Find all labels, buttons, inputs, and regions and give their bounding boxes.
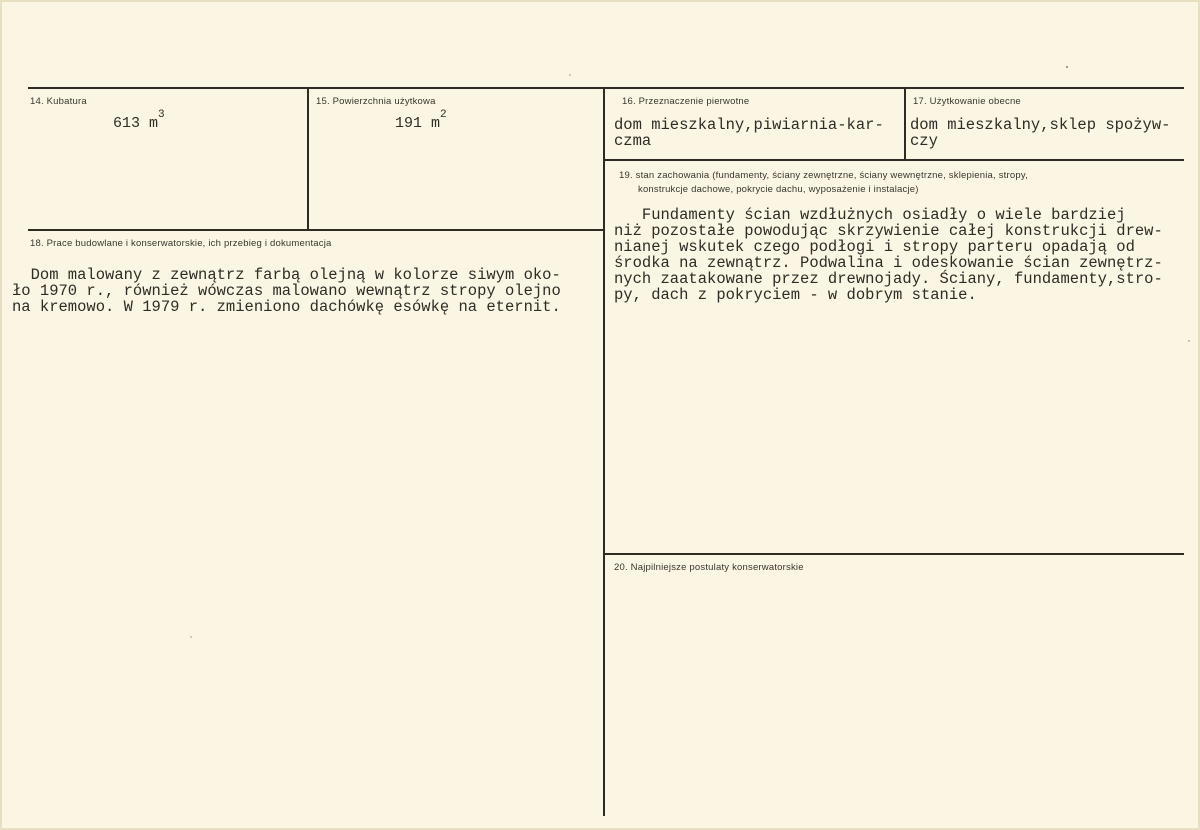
divider-16-17 — [904, 88, 906, 160]
center-divider — [603, 88, 605, 816]
field-18-label: 18. Prace budowlane i konserwatorskie, ich przebieg i dokumentacja — [30, 238, 332, 249]
field-19-line-6: py, dach z pokryciem - w dobrym stanie. — [614, 286, 977, 304]
field-17-line-2: czy — [910, 132, 938, 150]
field-19-line-3: nianej wskutek czego podłogi i stropy parteru opadają od — [614, 238, 1135, 256]
paper-speck — [569, 74, 571, 76]
rule-above-20 — [605, 553, 1184, 555]
field-16-line-1: dom mieszkalny,piwiarnia-kar- — [614, 116, 884, 134]
area-value: 191 m — [395, 115, 441, 132]
field-19-line-2: niż pozostałe powodując skrzywienie całej konstrukcji drew- — [614, 222, 1163, 240]
field-19-line-1: Fundamenty ścian wzdłużnych osiadły o wiele bardziej — [614, 206, 1126, 224]
field-14-value — [113, 109, 165, 132]
field-19-label-1: 19. stan zachowania (fundamenty, ściany zewnętrzne, ściany wewnętrzne, sklepienia, stropy, — [619, 170, 1028, 181]
divider-14-15 — [307, 88, 309, 231]
paper-speck — [1188, 340, 1190, 342]
field-16-label: 16. Przeznaczenie pierwotne — [622, 96, 750, 107]
top-rule — [28, 87, 1184, 89]
rule-under-16-17 — [605, 159, 1184, 161]
field-16-line-2: czma — [614, 132, 652, 150]
field-18-line-2: ło 1970 r., również wówczas malowano wewnątrz stropy olejno — [12, 282, 561, 300]
kubatura-exponent: 3 — [158, 109, 165, 121]
field-19-line-5: nych zaatakowane przez drewnojady. Ściany, fundamenty,stro- — [614, 270, 1163, 288]
field-17-label: 17. Użytkowanie obecne — [913, 96, 1021, 107]
kubatura-value: 613 m — [113, 115, 159, 132]
paper-speck — [1066, 66, 1068, 68]
field-19-line-4: środka na zewnątrz. Podwalina i odeskowanie ścian zewnętrz- — [614, 254, 1163, 272]
field-14-label: 14. Kubatura — [30, 96, 87, 107]
field-17-line-1: dom mieszkalny,sklep spożyw- — [910, 116, 1171, 134]
paper-speck — [190, 636, 192, 638]
field-19-label-2: konstrukcje dachowe, pokrycie dachu, wyposażenie i instalacje) — [638, 184, 919, 195]
rule-under-14-15 — [28, 229, 605, 231]
field-20-label: 20. Najpilniejsze postulaty konserwatorskie — [614, 562, 804, 573]
field-18-line-3: na kremowo. W 1979 r. zmieniono dachówkę esówkę na eternit. — [12, 298, 561, 316]
area-exponent: 2 — [440, 109, 447, 121]
field-15-label: 15. Powierzchnia użytkowa — [316, 96, 436, 107]
field-15-value — [395, 109, 447, 132]
field-18-line-1: Dom malowany z zewnątrz farbą olejną w kolorze siwym oko- — [12, 266, 561, 284]
